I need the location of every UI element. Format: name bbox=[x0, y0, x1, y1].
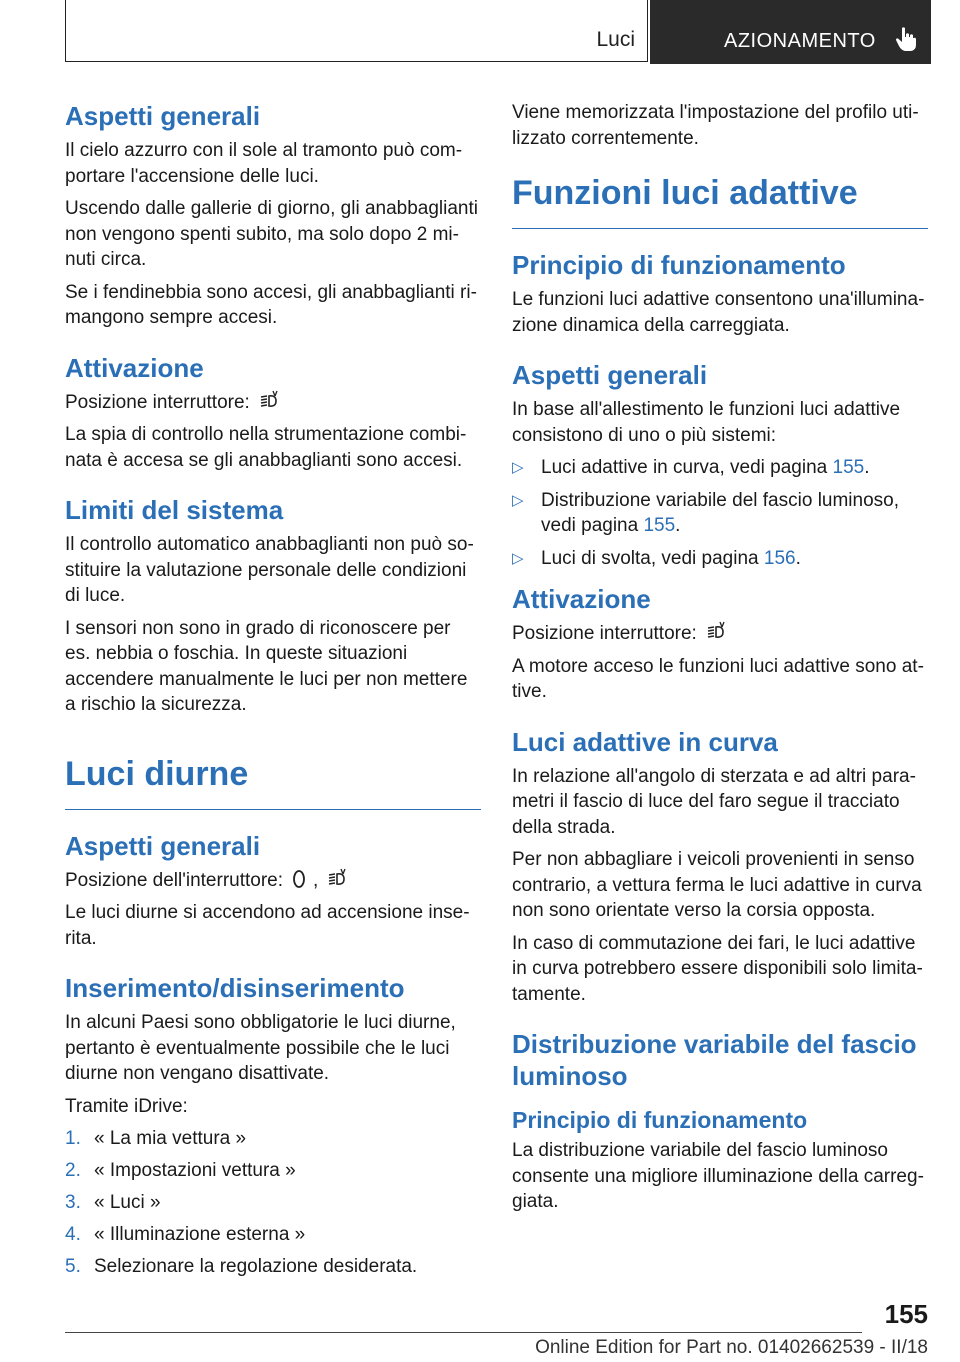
paragraph-switch-position: Posizione interruttore: bbox=[65, 390, 481, 416]
chapter-label: AZIONAMENTO bbox=[724, 30, 876, 52]
paragraph: Tramite iDrive: bbox=[65, 1095, 188, 1117]
page-link[interactable]: 156 bbox=[763, 547, 796, 569]
paragraph-switch-position: Posizione dell'interruttore: , bbox=[65, 868, 481, 894]
paragraph: Per non abbagliare i veicoli provenienti in senso contrario, a vettura ferma le luci adattive in curva non sono orientate verso la corsia opposta. bbox=[512, 849, 922, 921]
heading-distribuzione-variabile: Distribuzione variabile del fascio luminoso bbox=[512, 1029, 917, 1091]
off-position-icon bbox=[291, 868, 307, 890]
list-item: 4. « Illuminazione esterna » bbox=[65, 1224, 306, 1245]
paragraph: In base all'allestimento le funzioni luci adattive consistono di uno o più sistemi: bbox=[512, 399, 901, 446]
paragraph: In caso di commutazione dei fari, le luci adattive in curva potrebbero essere disponibili solo limitatamente. bbox=[512, 932, 923, 1005]
paragraph: I sensori non sono in grado di riconoscere per es. nebbia o foschia. In queste situazioni accendere manualmente le luci per non mettere a rischio la sicurezza. bbox=[65, 617, 468, 715]
paragraph: Le funzioni luci adattive consentono una'illuminazione dinamica della carreggiata. bbox=[512, 289, 925, 336]
paragraph: In alcuni Paesi sono obbligatorie le luci diurne, pertanto è eventualmente possibile che le luci diurne non vengano disattivate. bbox=[65, 1012, 456, 1084]
heading-principio: Principio di funzionamento bbox=[512, 250, 846, 280]
list-item: ▷ Luci adattive in curva, vedi pagina 155. bbox=[512, 457, 870, 478]
right-column bbox=[512, 100, 928, 1222]
section-label: Luci bbox=[596, 28, 635, 51]
footer-divider bbox=[65, 1332, 862, 1333]
paragraph: Se i fendinebbia sono accesi, gli anabbaglianti rimangono sempre accesi. bbox=[65, 281, 477, 328]
left-column bbox=[65, 100, 481, 1286]
paragraph: Il cielo azzurro con il sole al tramonto può comportare l'accensione delle luci. bbox=[65, 140, 463, 187]
paragraph: Le luci diurne si accendono ad accensione inserita. bbox=[65, 902, 470, 949]
list-item: 2. « Impostazioni vettura » bbox=[65, 1160, 296, 1181]
page-header bbox=[65, 0, 931, 64]
heading-principio-2: Principio di funzionamento bbox=[512, 1107, 808, 1133]
edition-footer: Online Edition for Part no. 01402662539 - II/18 bbox=[535, 1337, 928, 1358]
chapter-tab bbox=[650, 0, 931, 64]
heading-aspetti-generali-2: Aspetti generali bbox=[65, 830, 261, 861]
idrive-steps bbox=[65, 1126, 481, 1280]
heading-aspetti-generali-3: Aspetti generali bbox=[512, 360, 708, 390]
heading-limiti-sistema: Limiti del sistema bbox=[65, 495, 284, 525]
page-number: 155 bbox=[884, 1299, 928, 1329]
adaptive-systems-list bbox=[512, 455, 928, 571]
heading-attivazione: Attivazione bbox=[65, 352, 204, 383]
heading-funzioni-luci-adattive: Funzioni luci adattive bbox=[512, 172, 928, 229]
paragraph: A motore acceso le funzioni luci adattive sono attive. bbox=[512, 655, 924, 702]
section-tab bbox=[65, 0, 648, 62]
paragraph: In relazione all'angolo di sterzata e ad altri parametri il fascio di luce del faro segue il tracciato della strada. bbox=[512, 765, 916, 838]
paragraph: Viene memorizzata l'impostazione del profilo utilizzato correntemente. bbox=[512, 102, 919, 149]
heading-inserimento: Inserimento/disinserimento bbox=[65, 973, 405, 1003]
auto-headlight-icon bbox=[258, 390, 280, 412]
heading-attivazione-2: Attivazione bbox=[512, 584, 651, 614]
auto-headlight-icon bbox=[705, 621, 727, 643]
list-item: 3. « Luci » bbox=[65, 1192, 161, 1213]
hand-pointer-icon bbox=[895, 26, 917, 52]
paragraph: Il controllo automatico anabbaglianti non può sostituire la valutazione personale delle condizioni di luce. bbox=[65, 534, 474, 606]
paragraph: La spia di controllo nella strumentazione combinata è accesa se gli anabbaglianti sono accesi. bbox=[65, 424, 467, 471]
heading-luci-diurne: Luci diurne bbox=[65, 753, 481, 810]
list-item: 5. Selezionare la regolazione desiderata. bbox=[65, 1256, 418, 1277]
paragraph: La distribuzione variabile del fascio luminoso consente una migliore illuminazione della carreggiata. bbox=[512, 1140, 924, 1212]
auto-headlight-icon bbox=[326, 868, 348, 890]
page-link[interactable]: 155 bbox=[832, 457, 865, 478]
page-link[interactable]: 155 bbox=[643, 515, 676, 536]
heading-aspetti-generali: Aspetti generali bbox=[65, 101, 261, 131]
list-item: ▷ Luci di svolta, vedi pagina 156. bbox=[512, 547, 801, 569]
heading-luci-adattive-curva: Luci adattive in curva bbox=[512, 726, 778, 757]
list-item: 1. « La mia vettura » bbox=[65, 1128, 247, 1149]
list-item: ▷ Distribuzione variabile del fascio luminoso, vedi pagina 155. bbox=[512, 489, 900, 536]
paragraph: Uscendo dalle gallerie di giorno, gli anabbaglianti non vengono spenti subito, ma solo dopo 2 minuti circa. bbox=[65, 198, 478, 270]
paragraph-switch-position: Posizione interruttore: bbox=[512, 621, 928, 647]
